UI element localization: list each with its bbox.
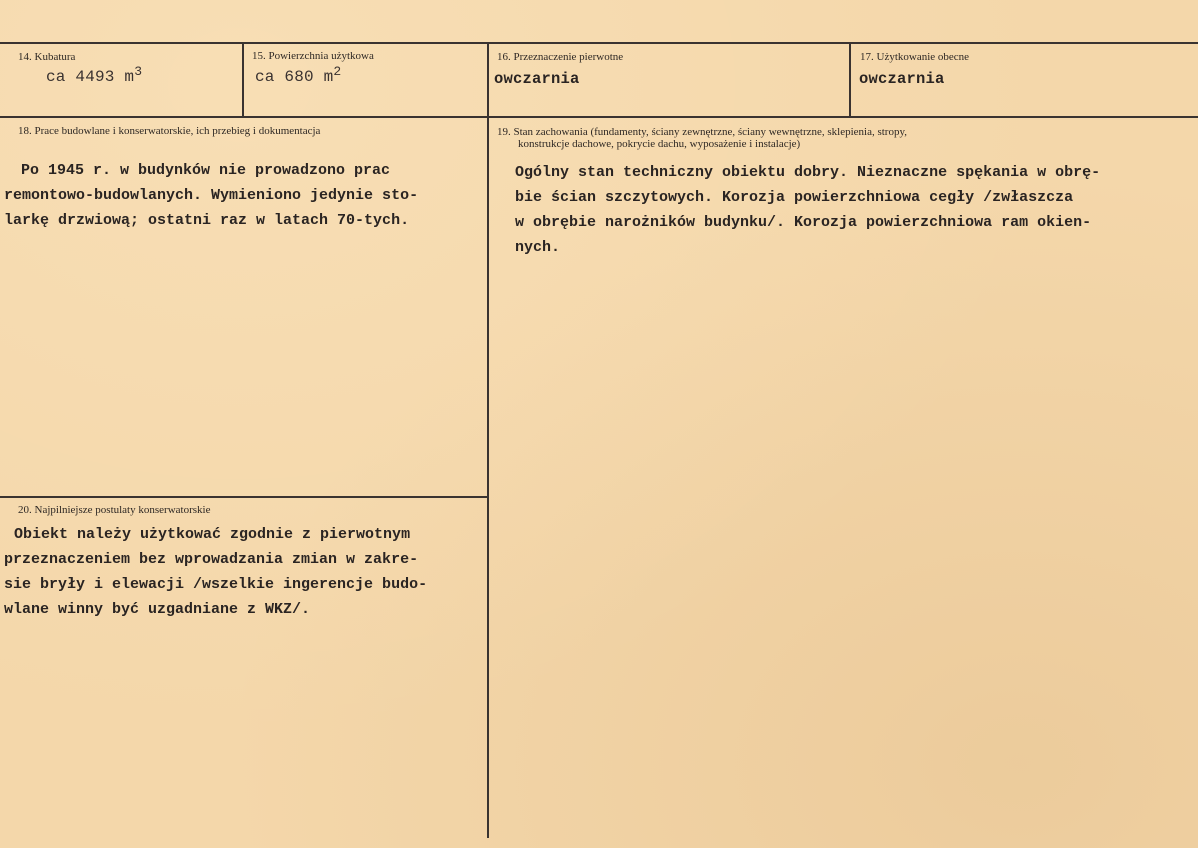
field-20-label: 20. Najpilniejsze postulaty konserwatorskie — [18, 504, 211, 516]
row1-bottom-rule — [0, 116, 1198, 118]
field-20-line: Obiekt należy użytkować zgodnie z pierwotnym — [14, 526, 411, 543]
field-15-label: 15. Powierzchnia użytkowa — [252, 50, 374, 62]
field-18-line: Po 1945 r. w budynków nie prowadzono prac — [21, 162, 391, 179]
field-18-text — [4, 158, 418, 233]
field-17-label: 17. Użytkowanie obecne — [860, 51, 970, 63]
field-18-line: remontowo-budowlanych. Wymieniono jedynie sto- — [4, 187, 419, 204]
field-18-line: larkę drzwiową; ostatni raz w latach 70-tych. — [4, 212, 410, 229]
field-15-exponent: 2 — [333, 64, 342, 79]
field-19-line: Ogólny stan techniczny obiektu dobry. Nieznaczne spękania w obrę- — [515, 164, 1101, 181]
col-divider-main — [487, 43, 489, 838]
field-19-line: w obrębie narożników budynku/. Korozja powierzchniowa ram okien- — [515, 214, 1092, 231]
field-19-line: bie ścian szczytowych. Korozja powierzchniowa cegły /zwłaszcza — [515, 189, 1074, 206]
field-16-label: 16. Przeznaczenie pierwotne — [497, 51, 624, 63]
top-rule — [0, 42, 1198, 44]
col-divider-16-17 — [849, 43, 851, 117]
field-15-value — [255, 64, 342, 86]
field-20-text — [4, 522, 427, 622]
field-17-value: owczarnia — [859, 70, 945, 88]
field-14-label: 14. Kubatura — [18, 51, 76, 63]
field-14-value — [46, 64, 143, 86]
field-15-value-text: ca 680 m — [255, 68, 334, 86]
field-20-line: wlane winny być uzgadniane z WKZ/. — [4, 601, 311, 618]
field-16-value: owczarnia — [494, 70, 580, 88]
field-14-value-text: ca 4493 m — [46, 68, 135, 86]
field-18-label: 18. Prace budowlane i konserwatorskie, ich przebieg i dokumentacja — [18, 125, 321, 137]
col-divider-14-15 — [242, 43, 244, 117]
field-14-exponent: 3 — [134, 64, 143, 79]
field-20-line: sie bryły i elewacji /wszelkie ingerencje budo- — [4, 576, 428, 593]
field-19-label-line1: 19. Stan zachowania (fundamenty, ściany zewnętrzne, ściany wewnętrzne, sklepienia, stropy, — [497, 126, 908, 138]
field-20-top-rule — [0, 496, 488, 498]
field-19-text — [515, 160, 1100, 260]
field-19-line: nych. — [515, 239, 561, 256]
field-19-label-line2: konstrukcje dachowe, pokrycie dachu, wyposażenie i instalacje) — [518, 138, 801, 150]
field-20-line: przeznaczeniem bez wprowadzania zmian w zakre- — [4, 551, 419, 568]
